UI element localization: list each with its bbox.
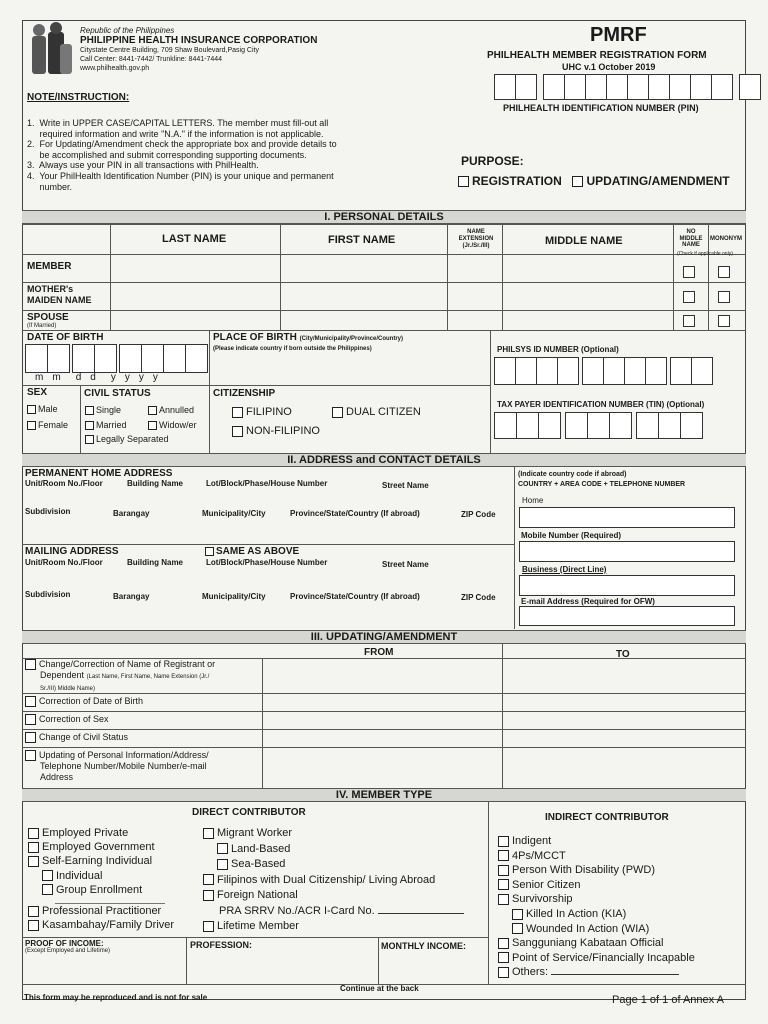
migrant[interactable]: Migrant Worker [203, 826, 464, 842]
filipino-checkbox[interactable] [232, 407, 243, 418]
updating-label: UPDATING/AMENDMENT [586, 174, 730, 188]
mail-lot: Lot/Block/Phase/House Number [206, 558, 328, 567]
upd-sex-checkbox[interactable] [25, 714, 36, 725]
if-married-note: (If Married) [27, 323, 57, 329]
sea-based[interactable]: Sea-Based [217, 857, 464, 873]
section-address: II. ADDRESS and CONTACT DETAILS [22, 453, 746, 467]
lifetime-checkbox[interactable] [203, 921, 214, 932]
kasambahay-checkbox[interactable] [28, 920, 39, 931]
upd-dob-checkbox[interactable] [25, 696, 36, 707]
fil-dual[interactable]: Filipinos with Dual Citizenship/ Living Abroad [203, 873, 464, 889]
proof-income-label: PROOF OF INCOME: [25, 939, 104, 948]
upd-item-name[interactable]: Change/Correction of Name of Registrant or Dependent (Last Name, First Name, Name Extension (Jr./ Sr./III) Middle Name) [25, 659, 215, 694]
upd-item-dob[interactable]: Correction of Date of Birth [25, 696, 143, 707]
perm-bldg: Building Name [127, 479, 184, 488]
no-middle-checkbox-spouse[interactable] [683, 315, 695, 327]
indigent-checkbox[interactable] [498, 836, 509, 847]
mobile-input[interactable] [519, 541, 735, 562]
website-text: www.philhealth.gov.ph [80, 65, 150, 72]
land-checkbox[interactable] [217, 843, 228, 854]
pwd[interactable]: Person With Disability (PWD) [498, 863, 695, 878]
wia[interactable]: Wounded In Action (WIA) [512, 922, 695, 937]
perm-muni: Municipality/City [202, 509, 266, 518]
professional-checkbox[interactable] [28, 906, 39, 917]
note-item: required information and write "N.A." if the information is not applicable. [27, 128, 324, 139]
form-title: PHILHEALTH MEMBER REGISTRATION FORM [487, 50, 707, 61]
kasambahay[interactable]: Kasambahay/Family Driver [28, 918, 174, 932]
civil-widow[interactable]: Widow/er [148, 420, 197, 430]
sex-male[interactable]: Male [27, 404, 58, 414]
section-member-type: IV. MEMBER TYPE [22, 788, 746, 802]
upd-name-checkbox[interactable] [25, 659, 36, 670]
survivorship-checkbox[interactable] [498, 894, 509, 905]
col-first-name: FIRST NAME [328, 234, 396, 246]
wia-checkbox[interactable] [512, 923, 523, 934]
direct-left-list [28, 826, 174, 932]
corp-address: Citystate Centre Building, 709 Shaw Boulevard,Pasig City [80, 47, 259, 54]
check-if-applicable: (Check if applicable only) [677, 251, 733, 257]
republic-text: Republic of the Philippines [80, 26, 175, 35]
note-item: be accomplished and submit corresponding supporting documents. [27, 149, 307, 160]
phone-header: COUNTRY + AREA CODE + TELEPHONE NUMBER [518, 481, 686, 488]
indigent[interactable]: Indigent [498, 834, 695, 849]
row-spouse: SPOUSE [27, 312, 69, 323]
notes-list [27, 118, 337, 192]
widow-checkbox[interactable] [148, 421, 157, 430]
profession-label: PROFESSION: [190, 940, 253, 950]
professional[interactable]: Professional Practitioner [28, 904, 174, 918]
individual-checkbox[interactable] [42, 870, 53, 881]
business-input[interactable] [519, 575, 735, 596]
upd-civil-checkbox[interactable] [25, 732, 36, 743]
corp-name: PHILIPPINE HEALTH INSURANCE CORPORATION [80, 35, 318, 46]
notes-title: NOTE/INSTRUCTION: [27, 92, 130, 103]
married-checkbox[interactable] [85, 421, 94, 430]
separated-checkbox[interactable] [85, 435, 94, 444]
civil-married[interactable]: Married [85, 420, 127, 430]
nonfil-checkbox[interactable] [232, 426, 243, 437]
country-note: (Indicate country code if abroad) [518, 471, 627, 478]
col-middle-name: MIDDLE NAME [545, 235, 623, 247]
same-as-above[interactable]: SAME AS ABOVE [205, 546, 299, 557]
pin-label: PHILHEALTH IDENTIFICATION NUMBER (PIN) [503, 103, 699, 113]
section-personal: I. PERSONAL DETAILS [22, 210, 746, 224]
section-updating: III. UPDATING/AMENDMENT [22, 630, 746, 644]
page-number: Page 1 of 1 of Annex A [612, 994, 724, 1006]
self-group[interactable]: Group Enrollment [42, 883, 174, 897]
upd-item-civil[interactable]: Change of Civil Status [25, 732, 128, 743]
form-code: PMRF [590, 24, 647, 46]
philsys-label: PHILSYS ID NUMBER (Optional) [497, 345, 619, 354]
pra-line[interactable]: PRA SRRV No./ACR I-Card No. [219, 904, 464, 920]
land-based[interactable]: Land-Based [217, 842, 464, 858]
note-item: number. [27, 181, 73, 192]
monthly-income-label: MONTHLY INCOME: [381, 941, 467, 951]
col-to: TO [616, 649, 630, 660]
mailing-label: MAILING ADDRESS [25, 546, 119, 557]
emp-gov-checkbox[interactable] [28, 842, 39, 853]
email-input[interactable] [519, 606, 735, 626]
perm-street: Street Name [382, 481, 429, 490]
sex-label: SEX [27, 387, 48, 398]
upd-info-checkbox[interactable] [25, 750, 36, 761]
perm-brgy: Barangay [113, 509, 150, 518]
mail-street: Street Name [382, 560, 429, 569]
pos[interactable]: Point of Service/Financially Incapable [498, 951, 695, 966]
col-no-middle: NO MIDDLE NAME [679, 229, 703, 248]
row-member: MEMBER [27, 261, 72, 272]
annulled-checkbox[interactable] [148, 406, 157, 415]
email-label: E-mail Address (Required for OFW) [521, 597, 655, 606]
direct-right-list [203, 826, 464, 935]
dual-checkbox[interactable] [332, 407, 343, 418]
updating-checkbox[interactable] [572, 176, 583, 187]
purpose-registration[interactable] [458, 174, 730, 188]
mail-unit: Unit/Room No./Floor [25, 558, 103, 567]
indirect-contributor-label: INDIRECT CONTRIBUTOR [545, 812, 669, 823]
philsys-boxes[interactable] [494, 357, 713, 385]
pob-label: PLACE OF BIRTH (City/Municipality/Province/Country) [213, 332, 404, 343]
foreign[interactable]: Foreign National [203, 888, 464, 904]
col-mononym: MONONYM [710, 236, 742, 242]
mail-prov: Province/State/Country (If abroad) [290, 592, 420, 601]
col-name-ext: NAME EXTENSION (Jr./Sr./III) [458, 229, 494, 249]
business-label: Business (Direct Line) [522, 565, 607, 574]
upd-item-info[interactable]: Updating of Personal Information/Address/ Telephone Number/Mobile Number/e-mail Address [25, 750, 209, 783]
home-phone-input[interactable] [519, 507, 735, 528]
indirect-list [498, 834, 695, 980]
sk-checkbox[interactable] [498, 938, 509, 949]
callcenter-text: Call Center: 8441-7442/ Trunkline: 8441-7444 [80, 56, 223, 63]
others-checkbox[interactable] [498, 967, 509, 978]
direct-contributor-label: DIRECT CONTRIBUTOR [192, 807, 306, 818]
citizenship-label: CITIZENSHIP [213, 388, 276, 399]
note-item: 2. For Updating/Amendment check the appropriate box and provide details to [27, 139, 337, 150]
perm-prov: Province/State/Country (If abroad) [290, 509, 420, 518]
kia-checkbox[interactable] [512, 909, 523, 920]
self-earning-checkbox[interactable] [28, 856, 39, 867]
upd-item-sex[interactable]: Correction of Sex [25, 714, 109, 725]
mail-muni: Municipality/City [202, 592, 266, 601]
cit-filipino[interactable]: FILIPINO [232, 406, 292, 418]
perm-unit: Unit/Room No./Floor [25, 479, 103, 488]
survivorship[interactable]: Survivorship [498, 892, 695, 907]
pob-note: (Please indicate country if born outside the Philippines) [213, 346, 372, 352]
perm-zip: ZIP Code [461, 510, 496, 519]
sex-female[interactable]: Female [27, 420, 68, 430]
pwd-checkbox[interactable] [498, 865, 509, 876]
mobile-label: Mobile Number (Required) [521, 531, 622, 540]
form-version: UHC v.1 October 2019 [562, 62, 656, 72]
senior[interactable]: Senior Citizen [498, 878, 695, 893]
purpose-title: PURPOSE: [461, 154, 524, 168]
home-label: Home [522, 496, 544, 505]
row-mothers: MOTHER's MAIDEN NAME [27, 284, 92, 305]
fourps[interactable]: 4Ps/MCCT [498, 849, 695, 864]
perm-lot: Lot/Block/Phase/House Number [206, 479, 328, 488]
fil-dual-checkbox[interactable] [203, 874, 214, 885]
dob-format: m m d d y y y y [35, 372, 158, 383]
group-checkbox[interactable] [42, 884, 53, 895]
dob-boxes[interactable] [25, 344, 208, 373]
note-item: 4. Your PhilHealth Identification Number (PIN) is your unique and permanent [27, 170, 334, 181]
migrant-checkbox[interactable] [203, 828, 214, 839]
perm-address-label: PERMANENT HOME ADDRESS [25, 468, 173, 479]
philhealth-logo-icon [30, 22, 74, 78]
no-middle-checkbox-mother[interactable] [683, 291, 695, 303]
civil-separated[interactable]: Legally Separated [85, 434, 169, 444]
civil-annulled[interactable]: Annulled [148, 405, 194, 415]
emp-gov[interactable]: Employed Government [28, 840, 174, 854]
senior-checkbox[interactable] [498, 879, 509, 890]
pin-boxes[interactable] [494, 74, 761, 100]
mail-bldg: Building Name [127, 558, 184, 567]
reproduce-note: This form may be reproduced and is not for sale [24, 993, 208, 1002]
foreign-checkbox[interactable] [203, 890, 214, 901]
cit-dual[interactable]: DUAL CITIZEN [332, 406, 421, 418]
female-checkbox[interactable] [27, 421, 36, 430]
mononym-checkbox-member[interactable] [718, 266, 730, 278]
kia[interactable]: Killed In Action (KIA) [512, 907, 695, 922]
mail-zip: ZIP Code [461, 593, 496, 602]
no-middle-checkbox-member[interactable] [683, 266, 695, 278]
lifetime[interactable]: Lifetime Member [203, 919, 464, 935]
tin-boxes[interactable] [494, 412, 703, 439]
mononym-checkbox-spouse[interactable] [718, 315, 730, 327]
fourps-checkbox[interactable] [498, 850, 509, 861]
pos-checkbox[interactable] [498, 952, 509, 963]
male-checkbox[interactable] [27, 405, 36, 414]
emp-private[interactable]: Employed Private [28, 826, 174, 840]
self-earning[interactable]: Self-Earning Individual [28, 854, 174, 868]
self-individual[interactable]: Individual [42, 869, 174, 883]
same-as-above-checkbox[interactable] [205, 547, 214, 556]
note-item: 1. Write in UPPER CASE/CAPITAL LETTERS. The member must fill-out all [27, 118, 329, 128]
others[interactable]: Others: [498, 965, 695, 980]
mononym-checkbox-mother[interactable] [718, 291, 730, 303]
emp-private-checkbox[interactable] [28, 828, 39, 839]
perm-subd: Subdivision [25, 507, 71, 516]
mail-brgy: Barangay [113, 592, 150, 601]
note-item: 3. Always use your PIN in all transactions with PhilHealth. [27, 160, 259, 171]
dob-label: DATE OF BIRTH [27, 332, 104, 343]
registration-label: REGISTRATION [472, 174, 562, 188]
col-last-name: LAST NAME [162, 233, 227, 245]
proof-income-sub: (Except Employed and Lifetime) [25, 948, 111, 954]
registration-checkbox[interactable] [458, 176, 469, 187]
sk-official[interactable]: Sangguniang Kabataan Official [498, 936, 695, 951]
tin-label: TAX PAYER IDENTIFICATION NUMBER (TIN) (Optional) [497, 400, 705, 409]
sea-checkbox[interactable] [217, 859, 228, 870]
cit-nonfil[interactable]: NON-FILIPINO [232, 425, 320, 437]
civil-label: CIVIL STATUS [84, 388, 151, 399]
mail-subd: Subdivision [25, 590, 71, 599]
single-checkbox[interactable] [85, 406, 94, 415]
civil-single[interactable]: Single [85, 405, 121, 415]
continue-note: Continue at the back [340, 984, 419, 993]
col-from: FROM [364, 647, 394, 658]
